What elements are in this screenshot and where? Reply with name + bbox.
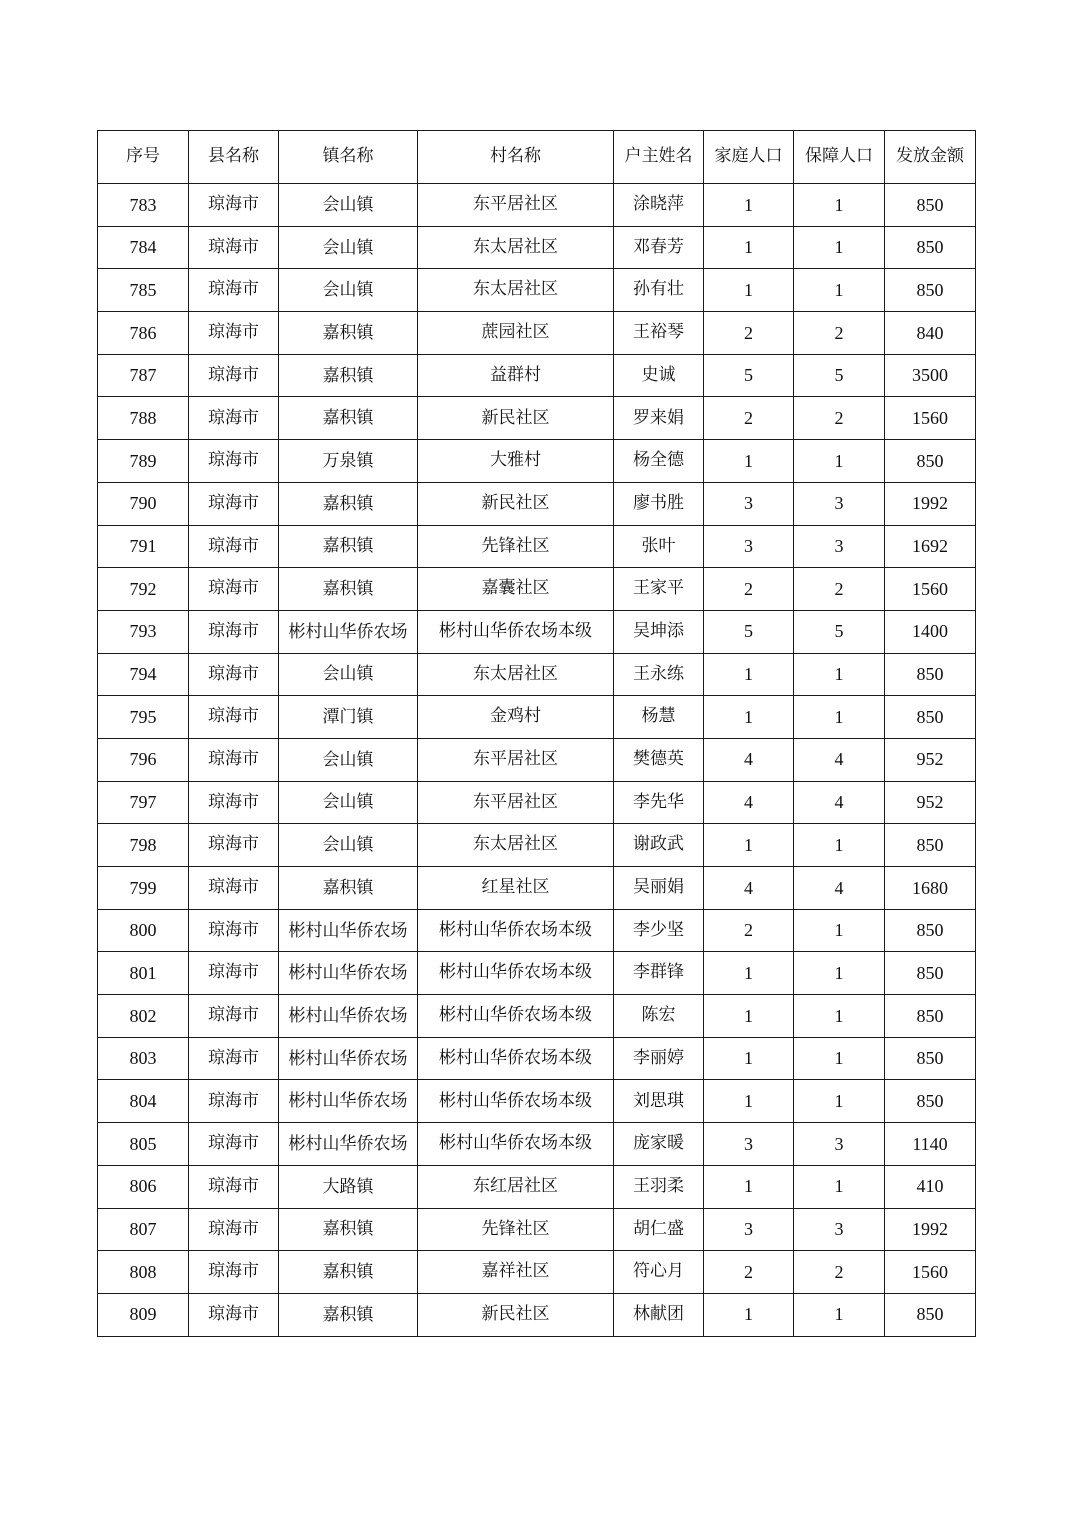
family-size-cell: 3 xyxy=(704,1123,794,1166)
amount-cell: 850 xyxy=(885,1037,976,1080)
table-row xyxy=(98,995,976,1038)
county-cell: 琼海市 xyxy=(189,1165,279,1208)
county-cell: 琼海市 xyxy=(189,568,279,611)
family-size-cell: 1 xyxy=(704,226,794,269)
town-name: 万泉镇 xyxy=(322,450,374,471)
town-name: 彬村山华侨农场 xyxy=(288,1091,408,1112)
family-size-cell: 2 xyxy=(704,568,794,611)
covered-size-cell: 2 xyxy=(794,397,885,440)
serial-cell: 804 xyxy=(98,1080,189,1123)
village-cell: 东太居社区 xyxy=(418,824,614,867)
covered-size-cell: 1 xyxy=(794,909,885,952)
town-name: 彬村山华侨农场 xyxy=(288,1133,408,1154)
village-cell: 彬村山华侨农场本级 xyxy=(418,1080,614,1123)
town-cell xyxy=(279,525,418,568)
town-cell xyxy=(279,312,418,355)
table-row xyxy=(98,440,976,483)
householder-cell: 王羽柔 xyxy=(614,1165,704,1208)
covered-size-cell: 1 xyxy=(794,696,885,739)
town-name: 彬村山华侨农场 xyxy=(288,1048,408,1069)
town-cell xyxy=(279,397,418,440)
covered-size-cell: 4 xyxy=(794,738,885,781)
family-size-cell: 2 xyxy=(704,909,794,952)
assistance-roster-table xyxy=(97,130,976,1337)
family-size-cell: 1 xyxy=(704,1293,794,1336)
covered-size-cell: 1 xyxy=(794,1037,885,1080)
county-cell: 琼海市 xyxy=(189,952,279,995)
county-cell: 琼海市 xyxy=(189,482,279,525)
town-cell xyxy=(279,696,418,739)
serial-cell: 799 xyxy=(98,867,189,910)
householder-cell: 陈宏 xyxy=(614,995,704,1038)
table-row xyxy=(98,1080,976,1123)
table-row xyxy=(98,269,976,312)
header-town: 镇名称 xyxy=(279,131,418,184)
serial-cell: 796 xyxy=(98,738,189,781)
table-row xyxy=(98,1293,976,1336)
covered-size-cell: 5 xyxy=(794,354,885,397)
county-cell: 琼海市 xyxy=(189,696,279,739)
amount-cell: 952 xyxy=(885,738,976,781)
serial-cell: 803 xyxy=(98,1037,189,1080)
amount-cell: 1560 xyxy=(885,1251,976,1294)
family-size-cell: 4 xyxy=(704,738,794,781)
village-cell: 新民社区 xyxy=(418,397,614,440)
householder-cell: 孙有壮 xyxy=(614,269,704,312)
amount-cell: 1560 xyxy=(885,568,976,611)
table-row xyxy=(98,184,976,227)
family-size-cell: 1 xyxy=(704,995,794,1038)
county-cell: 琼海市 xyxy=(189,781,279,824)
householder-cell: 张叶 xyxy=(614,525,704,568)
header-householder: 户主姓名 xyxy=(614,131,704,184)
table-row xyxy=(98,397,976,440)
serial-cell: 786 xyxy=(98,312,189,355)
village-cell: 东太居社区 xyxy=(418,269,614,312)
town-name: 会山镇 xyxy=(322,237,374,258)
householder-cell: 胡仁盛 xyxy=(614,1208,704,1251)
amount-cell: 1692 xyxy=(885,525,976,568)
covered-size-cell: 2 xyxy=(794,568,885,611)
town-name: 大路镇 xyxy=(322,1176,374,1197)
header-county: 县名称 xyxy=(189,131,279,184)
village-cell: 嘉囊社区 xyxy=(418,568,614,611)
town-name: 嘉积镇 xyxy=(322,493,374,514)
amount-cell: 850 xyxy=(885,824,976,867)
amount-cell: 850 xyxy=(885,909,976,952)
town-name: 嘉积镇 xyxy=(322,408,374,429)
town-name: 嘉积镇 xyxy=(322,322,374,343)
village-cell: 红星社区 xyxy=(418,867,614,910)
town-cell xyxy=(279,269,418,312)
town-name: 会山镇 xyxy=(322,792,374,813)
householder-cell: 杨慧 xyxy=(614,696,704,739)
table-row xyxy=(98,867,976,910)
village-cell: 彬村山华侨农场本级 xyxy=(418,995,614,1038)
county-cell: 琼海市 xyxy=(189,397,279,440)
covered-size-cell: 1 xyxy=(794,1165,885,1208)
serial-cell: 805 xyxy=(98,1123,189,1166)
family-size-cell: 1 xyxy=(704,184,794,227)
town-cell xyxy=(279,909,418,952)
table-header-row xyxy=(98,131,976,184)
family-size-cell: 1 xyxy=(704,824,794,867)
covered-size-cell: 1 xyxy=(794,1293,885,1336)
table-row xyxy=(98,824,976,867)
serial-cell: 787 xyxy=(98,354,189,397)
serial-cell: 795 xyxy=(98,696,189,739)
village-cell: 彬村山华侨农场本级 xyxy=(418,952,614,995)
amount-cell: 850 xyxy=(885,696,976,739)
village-cell: 彬村山华侨农场本级 xyxy=(418,610,614,653)
town-cell xyxy=(279,1293,418,1336)
county-cell: 琼海市 xyxy=(189,1123,279,1166)
householder-cell: 李少坚 xyxy=(614,909,704,952)
householder-cell: 王家平 xyxy=(614,568,704,611)
town-cell xyxy=(279,952,418,995)
village-cell: 东红居社区 xyxy=(418,1165,614,1208)
family-size-cell: 5 xyxy=(704,610,794,653)
amount-cell: 1140 xyxy=(885,1123,976,1166)
town-cell xyxy=(279,482,418,525)
village-cell: 金鸡村 xyxy=(418,696,614,739)
table-row xyxy=(98,909,976,952)
table-row xyxy=(98,1208,976,1251)
family-size-cell: 2 xyxy=(704,1251,794,1294)
amount-cell: 850 xyxy=(885,952,976,995)
serial-cell: 802 xyxy=(98,995,189,1038)
village-cell: 彬村山华侨农场本级 xyxy=(418,1123,614,1166)
town-cell xyxy=(279,184,418,227)
table-row xyxy=(98,312,976,355)
county-cell: 琼海市 xyxy=(189,184,279,227)
county-cell: 琼海市 xyxy=(189,1293,279,1336)
amount-cell: 3500 xyxy=(885,354,976,397)
header-amount: 发放金额 xyxy=(885,131,976,184)
table-row xyxy=(98,525,976,568)
county-cell: 琼海市 xyxy=(189,269,279,312)
serial-cell: 790 xyxy=(98,482,189,525)
table-row xyxy=(98,568,976,611)
householder-cell: 李丽婷 xyxy=(614,1037,704,1080)
village-cell: 新民社区 xyxy=(418,1293,614,1336)
family-size-cell: 1 xyxy=(704,653,794,696)
village-cell: 彬村山华侨农场本级 xyxy=(418,909,614,952)
county-cell: 琼海市 xyxy=(189,1080,279,1123)
table-row xyxy=(98,952,976,995)
family-size-cell: 2 xyxy=(704,397,794,440)
householder-cell: 涂晓萍 xyxy=(614,184,704,227)
town-cell xyxy=(279,610,418,653)
serial-cell: 809 xyxy=(98,1293,189,1336)
covered-size-cell: 4 xyxy=(794,867,885,910)
family-size-cell: 1 xyxy=(704,1165,794,1208)
town-name: 嘉积镇 xyxy=(322,877,374,898)
covered-size-cell: 1 xyxy=(794,1080,885,1123)
town-cell xyxy=(279,1080,418,1123)
county-cell: 琼海市 xyxy=(189,1208,279,1251)
householder-cell: 杨全德 xyxy=(614,440,704,483)
town-cell xyxy=(279,653,418,696)
header-village: 村名称 xyxy=(418,131,614,184)
amount-cell: 840 xyxy=(885,312,976,355)
serial-cell: 789 xyxy=(98,440,189,483)
serial-cell: 801 xyxy=(98,952,189,995)
town-name: 彬村山华侨农场 xyxy=(288,920,408,941)
amount-cell: 850 xyxy=(885,440,976,483)
family-size-cell: 2 xyxy=(704,312,794,355)
county-cell: 琼海市 xyxy=(189,1251,279,1294)
town-cell xyxy=(279,1123,418,1166)
householder-cell: 李先华 xyxy=(614,781,704,824)
county-cell: 琼海市 xyxy=(189,312,279,355)
serial-cell: 807 xyxy=(98,1208,189,1251)
amount-cell: 850 xyxy=(885,1293,976,1336)
covered-size-cell: 4 xyxy=(794,781,885,824)
table-row xyxy=(98,1165,976,1208)
serial-cell: 798 xyxy=(98,824,189,867)
serial-cell: 792 xyxy=(98,568,189,611)
amount-cell: 410 xyxy=(885,1165,976,1208)
table-row xyxy=(98,482,976,525)
covered-size-cell: 3 xyxy=(794,482,885,525)
county-cell: 琼海市 xyxy=(189,354,279,397)
householder-cell: 吴丽娟 xyxy=(614,867,704,910)
covered-size-cell: 3 xyxy=(794,1208,885,1251)
county-cell: 琼海市 xyxy=(189,824,279,867)
table-row xyxy=(98,1251,976,1294)
covered-size-cell: 1 xyxy=(794,184,885,227)
serial-cell: 788 xyxy=(98,397,189,440)
amount-cell: 1400 xyxy=(885,610,976,653)
covered-size-cell: 3 xyxy=(794,1123,885,1166)
covered-size-cell: 1 xyxy=(794,440,885,483)
amount-cell: 1992 xyxy=(885,482,976,525)
serial-cell: 793 xyxy=(98,610,189,653)
county-cell: 琼海市 xyxy=(189,610,279,653)
householder-cell: 廖书胜 xyxy=(614,482,704,525)
county-cell: 琼海市 xyxy=(189,226,279,269)
village-cell: 东平居社区 xyxy=(418,738,614,781)
family-size-cell: 1 xyxy=(704,440,794,483)
town-name: 嘉积镇 xyxy=(322,1304,374,1325)
table-row xyxy=(98,610,976,653)
serial-cell: 800 xyxy=(98,909,189,952)
town-cell xyxy=(279,867,418,910)
table-row xyxy=(98,354,976,397)
covered-size-cell: 1 xyxy=(794,226,885,269)
householder-cell: 王永练 xyxy=(614,653,704,696)
town-name: 会山镇 xyxy=(322,664,374,685)
county-cell: 琼海市 xyxy=(189,867,279,910)
town-cell xyxy=(279,738,418,781)
village-cell: 蔗园社区 xyxy=(418,312,614,355)
family-size-cell: 1 xyxy=(704,1037,794,1080)
covered-size-cell: 2 xyxy=(794,1251,885,1294)
amount-cell: 850 xyxy=(885,995,976,1038)
table-row xyxy=(98,738,976,781)
covered-size-cell: 1 xyxy=(794,653,885,696)
amount-cell: 952 xyxy=(885,781,976,824)
family-size-cell: 4 xyxy=(704,781,794,824)
village-cell: 东平居社区 xyxy=(418,781,614,824)
householder-cell: 吴坤添 xyxy=(614,610,704,653)
county-cell: 琼海市 xyxy=(189,1037,279,1080)
village-cell: 先锋社区 xyxy=(418,1208,614,1251)
householder-cell: 樊德英 xyxy=(614,738,704,781)
amount-cell: 850 xyxy=(885,184,976,227)
amount-cell: 1680 xyxy=(885,867,976,910)
table-row xyxy=(98,781,976,824)
town-cell xyxy=(279,995,418,1038)
serial-cell: 806 xyxy=(98,1165,189,1208)
town-name: 会山镇 xyxy=(322,280,374,301)
family-size-cell: 1 xyxy=(704,1080,794,1123)
table-row xyxy=(98,696,976,739)
village-cell: 新民社区 xyxy=(418,482,614,525)
covered-size-cell: 1 xyxy=(794,269,885,312)
amount-cell: 850 xyxy=(885,1080,976,1123)
town-cell xyxy=(279,1165,418,1208)
householder-cell: 邓春芳 xyxy=(614,226,704,269)
table-row xyxy=(98,1037,976,1080)
village-cell: 东平居社区 xyxy=(418,184,614,227)
village-cell: 东太居社区 xyxy=(418,653,614,696)
serial-cell: 785 xyxy=(98,269,189,312)
householder-cell: 李群锋 xyxy=(614,952,704,995)
family-size-cell: 3 xyxy=(704,525,794,568)
county-cell: 琼海市 xyxy=(189,440,279,483)
county-cell: 琼海市 xyxy=(189,525,279,568)
town-cell xyxy=(279,824,418,867)
covered-size-cell: 3 xyxy=(794,525,885,568)
header-family-size: 家庭人口 xyxy=(704,131,794,184)
town-name: 彬村山华侨农场 xyxy=(288,963,408,984)
town-cell xyxy=(279,1037,418,1080)
serial-cell: 808 xyxy=(98,1251,189,1294)
village-cell: 嘉祥社区 xyxy=(418,1251,614,1294)
town-name: 会山镇 xyxy=(322,749,374,770)
town-name: 会山镇 xyxy=(322,835,374,856)
town-name: 嘉积镇 xyxy=(322,536,374,557)
householder-cell: 罗来娟 xyxy=(614,397,704,440)
covered-size-cell: 5 xyxy=(794,610,885,653)
town-name: 彬村山华侨农场 xyxy=(288,621,408,642)
householder-cell: 庞家暖 xyxy=(614,1123,704,1166)
covered-size-cell: 2 xyxy=(794,312,885,355)
town-cell xyxy=(279,568,418,611)
county-cell: 琼海市 xyxy=(189,995,279,1038)
town-cell xyxy=(279,1208,418,1251)
table-row xyxy=(98,653,976,696)
county-cell: 琼海市 xyxy=(189,653,279,696)
amount-cell: 1560 xyxy=(885,397,976,440)
town-cell xyxy=(279,440,418,483)
village-cell: 东太居社区 xyxy=(418,226,614,269)
covered-size-cell: 1 xyxy=(794,952,885,995)
village-cell: 彬村山华侨农场本级 xyxy=(418,1037,614,1080)
amount-cell: 850 xyxy=(885,653,976,696)
header-covered-size: 保障人口 xyxy=(794,131,885,184)
town-name: 潭门镇 xyxy=(322,707,374,728)
town-name: 嘉积镇 xyxy=(322,579,374,600)
householder-cell: 刘思琪 xyxy=(614,1080,704,1123)
town-name: 嘉积镇 xyxy=(322,365,374,386)
town-cell xyxy=(279,1251,418,1294)
serial-cell: 791 xyxy=(98,525,189,568)
householder-cell: 林献团 xyxy=(614,1293,704,1336)
town-name: 彬村山华侨农场 xyxy=(288,1005,408,1026)
table-row xyxy=(98,1123,976,1166)
householder-cell: 史诚 xyxy=(614,354,704,397)
town-name: 会山镇 xyxy=(322,194,374,215)
town-cell xyxy=(279,354,418,397)
town-cell xyxy=(279,781,418,824)
amount-cell: 1992 xyxy=(885,1208,976,1251)
amount-cell: 850 xyxy=(885,226,976,269)
table-row xyxy=(98,226,976,269)
serial-cell: 794 xyxy=(98,653,189,696)
family-size-cell: 4 xyxy=(704,867,794,910)
householder-cell: 符心月 xyxy=(614,1251,704,1294)
village-cell: 先锋社区 xyxy=(418,525,614,568)
covered-size-cell: 1 xyxy=(794,824,885,867)
town-name: 嘉积镇 xyxy=(322,1219,374,1240)
village-cell: 大雅村 xyxy=(418,440,614,483)
householder-cell: 谢政武 xyxy=(614,824,704,867)
town-name: 嘉积镇 xyxy=(322,1262,374,1283)
amount-cell: 850 xyxy=(885,269,976,312)
householder-cell: 王裕琴 xyxy=(614,312,704,355)
family-size-cell: 3 xyxy=(704,1208,794,1251)
serial-cell: 783 xyxy=(98,184,189,227)
family-size-cell: 1 xyxy=(704,952,794,995)
family-size-cell: 3 xyxy=(704,482,794,525)
county-cell: 琼海市 xyxy=(189,738,279,781)
village-cell: 益群村 xyxy=(418,354,614,397)
county-cell: 琼海市 xyxy=(189,909,279,952)
serial-cell: 797 xyxy=(98,781,189,824)
serial-cell: 784 xyxy=(98,226,189,269)
family-size-cell: 1 xyxy=(704,269,794,312)
family-size-cell: 5 xyxy=(704,354,794,397)
header-serial: 序号 xyxy=(98,131,189,184)
family-size-cell: 1 xyxy=(704,696,794,739)
covered-size-cell: 1 xyxy=(794,995,885,1038)
town-cell xyxy=(279,226,418,269)
